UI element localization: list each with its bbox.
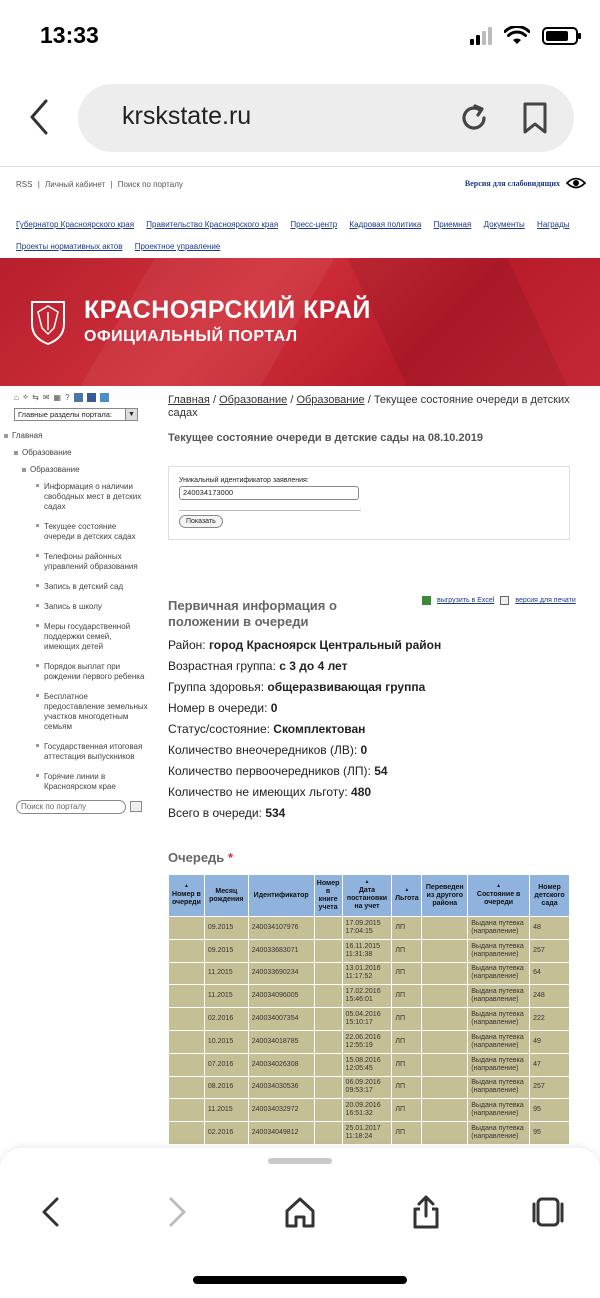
table-cell: 08.2016 — [204, 1076, 248, 1099]
col-queue-number[interactable]: ▲ Номер в очереди — [169, 875, 205, 917]
tree-item-hotlines[interactable]: Горячие линии в Красноярском крае — [36, 768, 148, 798]
nav-governor[interactable]: Губернатор Красноярского края — [16, 220, 135, 229]
info-title: Первичная информация о положении в очереди — [168, 598, 337, 629]
col-birth-month[interactable]: Месяц рождения — [204, 875, 248, 917]
table-cell: 25.01.2017 11:18:24 — [342, 1122, 392, 1145]
table-cell: ЛП — [392, 1053, 422, 1076]
table-cell: ЛП — [392, 917, 422, 940]
table-cell: 240034049812 — [248, 1122, 314, 1145]
table-cell: 240034018785 — [248, 1030, 314, 1053]
table-cell — [314, 1122, 342, 1145]
eye-icon — [566, 177, 586, 189]
table-cell: 240034026308 — [248, 1053, 314, 1076]
table-cell — [169, 962, 205, 985]
portal-search-link[interactable]: Поиск по порталу — [117, 180, 183, 189]
tree-item-final-attestation[interactable]: Государственная итоговая аттестация выпускников — [36, 738, 148, 768]
vk-icon[interactable] — [74, 393, 83, 402]
section-tree — [14, 427, 164, 798]
breadcrumb-education-2[interactable]: Образование — [296, 394, 365, 406]
main-content — [168, 394, 578, 1141]
table-cell: ЛП — [392, 1099, 422, 1122]
table-cell — [169, 939, 205, 962]
table-cell: 09.2015 — [204, 939, 248, 962]
grid-icon[interactable]: ▦ — [53, 392, 62, 402]
info-queue-number: Номер в очереди: 0 — [168, 701, 278, 715]
table-cell: 240034032972 — [248, 1099, 314, 1122]
personal-cabinet-link[interactable]: Личный кабинет — [45, 180, 106, 189]
home-small-icon[interactable]: ⌂ — [14, 392, 19, 402]
table-cell — [169, 1076, 205, 1099]
table-row — [169, 1053, 570, 1076]
table-cell — [169, 1099, 205, 1122]
info-priority: Количество первоочередников (ЛП): 54 — [168, 764, 388, 778]
info-total: Всего в очереди: 534 — [168, 806, 286, 820]
tabs-icon[interactable] — [530, 1194, 566, 1230]
table-cell: Выдана путевка (направление) — [468, 939, 530, 962]
status-time: 13:33 — [40, 22, 99, 48]
chevron-down-icon: ▼ — [125, 409, 137, 420]
col-registration-date[interactable]: ▲ Дата постановки на учет — [342, 875, 392, 917]
tree-education-sub[interactable]: Образование — [22, 461, 164, 478]
breadcrumb-current: Текущее состояние очереди в детских садах — [168, 394, 570, 419]
home-indicator — [193, 1276, 407, 1284]
table-cell: Выдана путевка (направление) — [468, 1076, 530, 1099]
table-cell: 22.06.2016 12:55:19 — [342, 1030, 392, 1053]
sidebar — [14, 392, 164, 798]
table-cell: 11.2015 — [204, 962, 248, 985]
table-cell — [422, 1008, 468, 1031]
portal-search-input[interactable]: Поиск по порталу — [16, 800, 126, 814]
table-cell — [422, 939, 468, 962]
reload-icon[interactable] — [458, 102, 490, 134]
browser-toolbar — [0, 72, 600, 167]
breadcrumb-home[interactable]: Главная — [168, 394, 210, 406]
col-benefit[interactable]: ▲ Льгота — [392, 875, 422, 917]
table-cell: ЛП — [392, 962, 422, 985]
breadcrumb-education-1[interactable]: Образование — [219, 394, 288, 406]
banner-title: КРАСНОЯРСКИЙ КРАЙ — [84, 296, 371, 324]
table-row — [169, 1099, 570, 1122]
sections-select[interactable]: Главные разделы портала: ▼ — [14, 408, 138, 421]
table-cell — [314, 939, 342, 962]
table-cell: 05.04.2016 15:10:17 — [342, 1008, 392, 1031]
info-extraordinary: Количество внеочередников (ЛВ): 0 — [168, 743, 368, 757]
table-cell — [314, 1053, 342, 1076]
banner-subtitle: ОФИЦИАЛЬНЫЙ ПОРТАЛ — [84, 328, 298, 345]
table-cell: 11.2015 — [204, 985, 248, 1008]
table-cell — [314, 1076, 342, 1099]
tree-education[interactable]: Образование — [14, 444, 164, 461]
mail-icon[interactable]: ✉ — [42, 392, 50, 402]
table-cell — [422, 985, 468, 1008]
top-links: RSS | Личный кабинет | Поиск по порталу — [16, 180, 183, 189]
wifi-icon — [504, 26, 530, 46]
table-cell — [169, 1030, 205, 1053]
address-bar[interactable] — [78, 84, 574, 152]
table-cell: 240033690234 — [248, 962, 314, 985]
table-cell: 10.2015 — [204, 1030, 248, 1053]
table-cell — [422, 1053, 468, 1076]
queue-title: Очередь * — [168, 850, 233, 865]
web-page — [0, 168, 600, 1148]
twitter-icon[interactable] — [100, 393, 109, 402]
table-cell: ЛП — [392, 1122, 422, 1145]
table-cell: ЛП — [392, 1008, 422, 1031]
table-cell: 95 — [530, 1122, 570, 1145]
nav-press[interactable]: Пресс-центр — [290, 220, 338, 229]
table-cell: 02.2016 — [204, 1122, 248, 1145]
table-cell: 240034007354 — [248, 1008, 314, 1031]
id-label: Уникальный идентификатор заявления: — [179, 477, 309, 484]
table-cell: ЛП — [392, 939, 422, 962]
tool-icons — [14, 392, 164, 402]
facebook-icon[interactable] — [87, 393, 96, 402]
page-title: Текущее состояние очереди в детские сады на 08.10.2019 — [168, 432, 483, 444]
info-health-group: Группа здоровья: общеразвивающая группа — [168, 680, 426, 694]
tree-item-phones[interactable]: Телефоны районных управлений образования — [36, 548, 148, 578]
table-cell: 06.09.2016 09:53:17 — [342, 1076, 392, 1099]
help-icon[interactable]: ? — [65, 392, 70, 402]
export-excel-link[interactable]: выгрузить в Excel — [437, 597, 495, 604]
table-cell: ЛП — [392, 985, 422, 1008]
nav-reception[interactable]: Приемная — [433, 220, 472, 229]
table-cell: 02.2016 — [204, 1008, 248, 1031]
table-cell — [314, 1008, 342, 1031]
table-cell — [169, 1122, 205, 1145]
table-cell: 17.02.2016 15:46:01 — [342, 985, 392, 1008]
table-cell — [169, 1053, 205, 1076]
tree-home[interactable]: Главная — [4, 427, 164, 444]
tree-icon[interactable]: ⇆ — [32, 392, 39, 402]
vision-impaired-link[interactable]: Версия для слабовидящих — [465, 177, 586, 189]
table-cell: 49 — [530, 1030, 570, 1053]
table-cell: ЛП — [392, 1030, 422, 1053]
info-no-benefit: Количество не имеющих льготу: 480 — [168, 785, 372, 799]
tree-item-family-support[interactable]: Меры государственной поддержки семей, имеющих детей — [36, 618, 148, 658]
table-row — [169, 985, 570, 1008]
table-cell — [314, 962, 342, 985]
table-cell: 257 — [530, 939, 570, 962]
lookup-form — [168, 466, 570, 540]
table-cell: 09.2015 — [204, 917, 248, 940]
table-cell — [314, 985, 342, 1008]
forward-icon[interactable] — [158, 1194, 194, 1230]
search-icon[interactable] — [130, 801, 142, 812]
table-cell: 240033683071 — [248, 939, 314, 962]
table-cell: ЛП — [392, 1076, 422, 1099]
table-cell — [422, 962, 468, 985]
table-cell — [422, 1122, 468, 1145]
table-cell: 15.08.2016 12:05:45 — [342, 1053, 392, 1076]
back-icon[interactable] — [34, 1194, 70, 1230]
table-cell: Выдана путевка (направление) — [468, 1008, 530, 1031]
table-cell: Выдана путевка (направление) — [468, 985, 530, 1008]
export-links — [422, 596, 576, 605]
table-cell: 20.09.2016 16:51:32 — [342, 1099, 392, 1122]
table-cell: 16.11.2015 11:31:38 — [342, 939, 392, 962]
table-cell: 222 — [530, 1008, 570, 1031]
table-cell: Выдана путевка (направление) — [468, 1122, 530, 1145]
table-row — [169, 962, 570, 985]
nav-draft-acts[interactable]: Проекты нормативных актов — [16, 242, 123, 251]
sheet-grabber[interactable] — [268, 1158, 332, 1164]
table-cell: 13.01.2016 11:17:52 — [342, 962, 392, 985]
status-bar — [0, 0, 600, 72]
col-kindergarten-number[interactable]: Номер детского сада — [530, 875, 570, 917]
breadcrumb: Главная / Образование / Образование / Текущее состояние очереди в детских садах — [168, 394, 570, 419]
table-cell: 257 — [530, 1076, 570, 1099]
tree-item-queue-status[interactable]: Текущее состояние очереди в детских садах — [36, 518, 148, 548]
tree-item-first-child-payments[interactable]: Порядок выплат при рождении первого ребенка — [36, 658, 148, 688]
tree-item-land-plots[interactable]: Бесплатное предоставление земельных участков многодетным семьям — [36, 688, 148, 738]
table-cell: 47 — [530, 1053, 570, 1076]
rss-link[interactable]: RSS — [16, 180, 33, 189]
coat-of-arms-icon — [28, 298, 68, 346]
col-book-number[interactable]: Номер в книге учета — [314, 875, 342, 917]
table-row — [169, 939, 570, 962]
table-cell: 240034030536 — [248, 1076, 314, 1099]
portal-banner[interactable] — [0, 258, 600, 386]
table-cell: 64 — [530, 962, 570, 985]
table-cell: Выдана путевка (направление) — [468, 1099, 530, 1122]
table-cell — [422, 1076, 468, 1099]
tree-item-free-places[interactable]: Информация о наличии свободных мест в детских садах — [36, 478, 148, 518]
table-cell: 17.09.2015 17:04:15 — [342, 917, 392, 940]
share-icon[interactable] — [408, 1194, 444, 1230]
nav-awards[interactable]: Награды — [537, 220, 570, 229]
table-row — [169, 1076, 570, 1099]
table-cell — [422, 917, 468, 940]
queue-table-body — [169, 917, 570, 1145]
browser-bottom-toolbar — [0, 1148, 600, 1298]
back-chevron-icon[interactable] — [22, 97, 56, 137]
application-id-input[interactable]: 240034173000 — [179, 486, 359, 500]
table-cell — [314, 1099, 342, 1122]
table-cell: 11.2015 — [204, 1099, 248, 1122]
table-row — [169, 1122, 570, 1145]
show-button[interactable]: Показать — [179, 515, 223, 528]
table-cell — [169, 917, 205, 940]
nav-documents[interactable]: Документы — [483, 220, 525, 229]
table-cell: 95 — [530, 1099, 570, 1122]
info-age-group: Возрастная группа: с 3 до 4 лет — [168, 659, 348, 673]
bookmark-icon[interactable] — [522, 101, 548, 135]
col-identifier[interactable]: Идентификатор — [248, 875, 314, 917]
table-cell — [422, 1099, 468, 1122]
table-cell: 48 — [530, 917, 570, 940]
table-cell: 240034107976 — [248, 917, 314, 940]
table-cell: Выдана путевка (направление) — [468, 917, 530, 940]
url-text: krskstate.ru — [122, 102, 252, 130]
status-icons — [470, 26, 578, 46]
table-cell: 240034096005 — [248, 985, 314, 1008]
info-district: Район: город Красноярск Центральный район — [168, 638, 442, 652]
sitemap-icon[interactable]: ⟡ — [22, 392, 29, 401]
excel-icon[interactable] — [422, 596, 431, 605]
battery-icon — [542, 27, 578, 45]
print-icon[interactable] — [500, 596, 509, 605]
nav-hr[interactable]: Кадровая политика — [349, 220, 422, 229]
tree-item-kindergarten-enroll[interactable]: Запись в детский сад — [36, 578, 148, 598]
col-queue-state[interactable]: ▲ Состояние в очереди — [468, 875, 530, 917]
col-transferred[interactable]: Переведен из другого района — [422, 875, 468, 917]
table-cell: 248 — [530, 985, 570, 1008]
queue-info — [168, 638, 441, 827]
table-cell: Выдана путевка (направление) — [468, 1030, 530, 1053]
nav-government[interactable]: Правительство Красноярского края — [146, 220, 279, 229]
table-cell: 07.2016 — [204, 1053, 248, 1076]
table-cell: Выдана путевка (направление) — [468, 1053, 530, 1076]
table-row — [169, 1008, 570, 1031]
main-nav — [16, 214, 586, 258]
tree-item-school-enroll[interactable]: Запись в школу — [36, 598, 148, 618]
home-icon[interactable] — [282, 1194, 318, 1230]
table-cell — [314, 917, 342, 940]
table-row — [169, 917, 570, 940]
cellular-signal-icon — [470, 27, 492, 45]
table-cell — [422, 1030, 468, 1053]
table-cell — [169, 1008, 205, 1031]
table-header-row — [169, 875, 570, 917]
table-cell — [314, 1030, 342, 1053]
table-cell — [169, 985, 205, 1008]
nav-project-management[interactable]: Проектное управление — [134, 242, 221, 251]
table-cell: Выдана путевка (направление) — [468, 962, 530, 985]
info-status: Статус/состояние: Скомплектован — [168, 722, 366, 736]
print-version-link[interactable]: версия для печати — [515, 597, 576, 604]
queue-table — [168, 874, 570, 1145]
table-row — [169, 1030, 570, 1053]
